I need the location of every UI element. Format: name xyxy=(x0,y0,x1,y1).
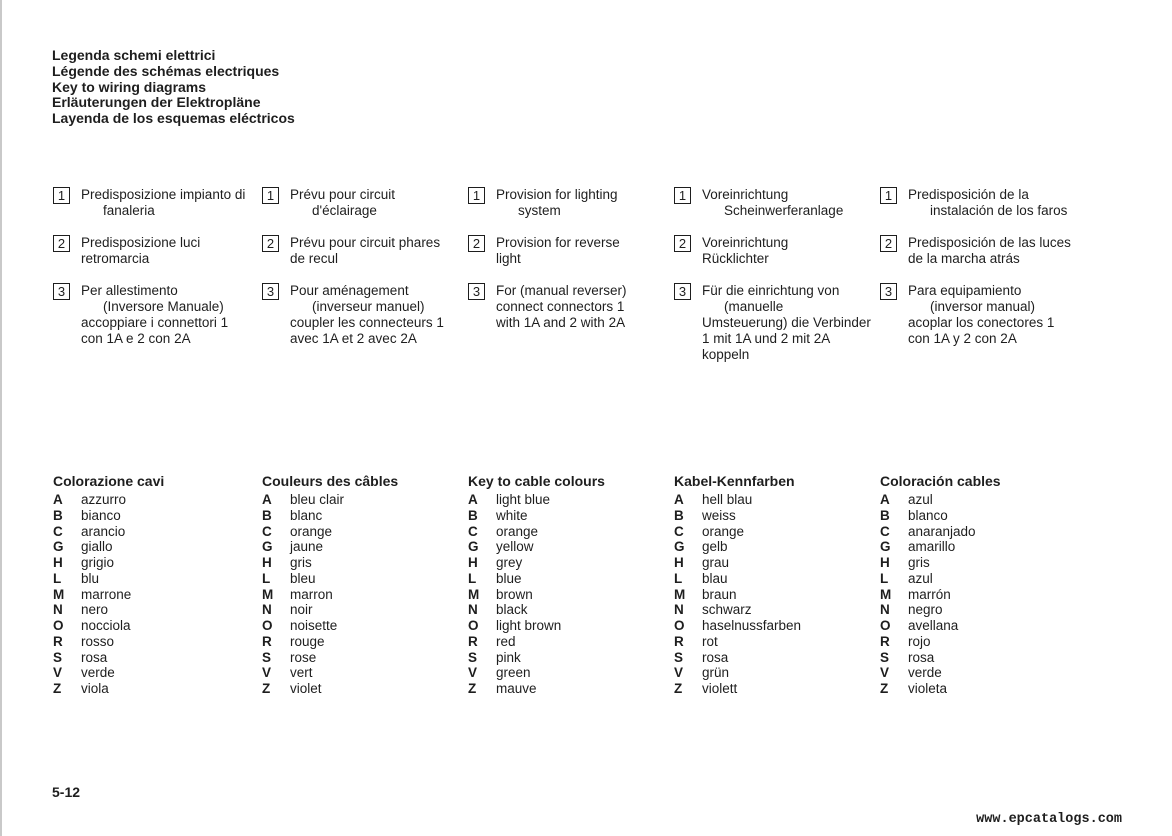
legend-text-line: Per allestimento xyxy=(81,283,178,298)
legend-text-line: retromarcia xyxy=(81,251,150,266)
colour-name: bianco xyxy=(81,507,121,523)
legend-description xyxy=(702,283,872,363)
colour-name: azul xyxy=(908,492,933,507)
title-italian: Legenda schemi elettrici xyxy=(52,47,216,63)
legend-text-line: with 1A and 2 with 2A xyxy=(496,315,626,330)
colour-code: G xyxy=(674,539,685,555)
colour-code: A xyxy=(53,492,63,507)
colour-code: N xyxy=(262,602,272,618)
legend-description xyxy=(81,187,251,219)
colour-name: grigio xyxy=(81,555,115,570)
cable-colour-heading: Coloración cables xyxy=(880,473,1001,489)
cable-colour-row xyxy=(880,602,1080,618)
colour-name: verde xyxy=(81,665,115,681)
cable-colour-row xyxy=(674,650,874,666)
legend-text-line: Provision for lighting xyxy=(496,187,618,202)
colour-code: N xyxy=(880,602,890,618)
colour-name: marron xyxy=(290,586,333,602)
legend-text-line: acoplar los conectores 1 xyxy=(908,315,1055,330)
legend-text-line: Voreinrichtung xyxy=(702,187,789,202)
page-edge xyxy=(0,0,2,836)
legend-description xyxy=(81,283,251,347)
legend-text-line: koppeln xyxy=(702,347,750,362)
colour-name: pink xyxy=(496,649,521,665)
colour-name: amarillo xyxy=(908,539,956,555)
cable-colour-column-french xyxy=(262,473,462,697)
cable-colour-row xyxy=(468,681,668,697)
colour-name: black xyxy=(496,602,528,618)
cable-colour-row xyxy=(262,571,462,587)
colour-code: M xyxy=(262,586,274,602)
cable-colour-row xyxy=(468,602,668,618)
page-number: 5-12 xyxy=(52,784,81,800)
legend-text-line: fanaleria xyxy=(103,203,155,218)
colour-name: blu xyxy=(81,570,100,586)
colour-code: M xyxy=(880,586,892,602)
colour-code: O xyxy=(53,618,64,633)
cable-colour-row xyxy=(468,571,668,587)
cable-colour-row xyxy=(53,508,253,524)
cable-colour-row xyxy=(468,492,668,508)
cable-colour-row xyxy=(880,634,1080,650)
cable-colour-row xyxy=(674,602,874,618)
cable-colour-row xyxy=(880,650,1080,666)
cable-colour-row xyxy=(262,681,462,697)
colour-code: G xyxy=(880,539,891,555)
colour-name: bleu clair xyxy=(290,492,345,507)
cable-colour-row xyxy=(262,650,462,666)
colour-name: negro xyxy=(908,602,943,618)
colour-code: S xyxy=(262,649,272,665)
colour-name: rosa xyxy=(908,649,935,665)
colour-code: L xyxy=(468,570,477,586)
colour-code: R xyxy=(880,633,890,649)
colour-code: M xyxy=(674,586,686,602)
cable-colour-column-italian xyxy=(53,473,253,697)
colour-code: C xyxy=(53,523,63,539)
colour-code: A xyxy=(468,492,478,507)
colour-code: S xyxy=(674,649,684,665)
legend-text-line: Provision for reverse xyxy=(496,235,620,250)
legend-number-box: 3 xyxy=(53,283,70,300)
colour-name: azul xyxy=(908,570,933,586)
cable-colour-row xyxy=(880,681,1080,697)
colour-name: weiss xyxy=(702,507,736,523)
legend-text-line: de recul xyxy=(290,251,339,266)
colour-code: N xyxy=(468,602,478,618)
legend-number-box: 3 xyxy=(468,283,485,300)
colour-name: gris xyxy=(908,555,930,570)
colour-name: avellana xyxy=(908,618,959,633)
cable-colour-row xyxy=(880,492,1080,508)
title-spanish: Layenda de los esquemas eléctricos xyxy=(52,110,295,127)
legend-text-line: instalación de los faros xyxy=(930,203,1068,218)
colour-name: giallo xyxy=(81,539,113,555)
colour-code: B xyxy=(262,507,272,523)
cable-colour-row xyxy=(468,524,668,540)
cable-colour-row xyxy=(468,650,668,666)
cable-colour-row xyxy=(53,539,253,555)
legend-text-line: Predisposizione impianto di xyxy=(81,187,246,202)
legend-text-line: Voreinrichtung xyxy=(702,235,789,250)
colour-name: anaranjado xyxy=(908,523,976,539)
legend-text-line: Für die einrichtung von xyxy=(702,283,840,298)
colour-code: Z xyxy=(880,681,889,696)
colour-name: arancio xyxy=(81,523,126,539)
cable-colour-row xyxy=(468,508,668,524)
colour-name: azzurro xyxy=(81,492,127,507)
colour-name: noisette xyxy=(290,618,338,633)
colour-name: orange xyxy=(496,523,539,539)
colour-code: L xyxy=(880,570,889,586)
colour-code: M xyxy=(468,586,480,602)
cable-colour-row xyxy=(468,587,668,603)
cable-colour-row xyxy=(53,587,253,603)
colour-name: violeta xyxy=(908,681,948,696)
cable-colour-row xyxy=(262,602,462,618)
colour-code: G xyxy=(468,539,479,555)
colour-code: L xyxy=(262,570,271,586)
colour-code: O xyxy=(468,618,479,633)
colour-name: blanco xyxy=(908,507,948,523)
colour-code: O xyxy=(880,618,891,633)
legend-text-line: Para equipamiento xyxy=(908,283,1022,298)
legend-text-line: con 1A e 2 con 2A xyxy=(81,331,191,346)
title-german: Erläuterungen der Elektropläne xyxy=(52,94,261,111)
colour-code: Z xyxy=(468,681,477,696)
cable-colour-row xyxy=(262,539,462,555)
legend-text-line: accoppiare i connettori 1 xyxy=(81,315,229,330)
legend-number-box: 2 xyxy=(674,235,691,252)
cable-colour-row xyxy=(262,587,462,603)
cable-colour-column-english xyxy=(468,473,668,697)
cable-colour-row xyxy=(674,681,874,697)
cable-colour-row xyxy=(53,571,253,587)
colour-code: C xyxy=(262,523,272,539)
legend-text-line: system xyxy=(518,203,561,218)
colour-code: V xyxy=(262,665,272,681)
cable-colour-row xyxy=(880,571,1080,587)
colour-name: noir xyxy=(290,602,313,618)
colour-code: V xyxy=(880,665,890,681)
colour-name: blue xyxy=(496,570,522,586)
colour-code: Z xyxy=(674,681,683,696)
colour-code: A xyxy=(262,492,272,507)
cable-colour-row xyxy=(53,665,253,681)
legend-text-line: con 1A y 2 con 2A xyxy=(908,331,1017,346)
colour-code: H xyxy=(674,555,684,570)
cable-colour-heading: Colorazione cavi xyxy=(53,473,165,489)
legend-text-line: Predisposición de las luces xyxy=(908,235,1071,250)
title-block xyxy=(52,48,295,127)
cable-colour-heading: Key to cable colours xyxy=(468,473,605,489)
colour-code: G xyxy=(53,539,64,555)
cable-colour-column-spanish xyxy=(880,473,1080,697)
cable-colour-row xyxy=(674,539,874,555)
legend-text-line: light xyxy=(496,251,521,266)
colour-code: M xyxy=(53,586,65,602)
cable-colour-row xyxy=(262,618,462,634)
colour-name: violet xyxy=(290,681,322,696)
cable-colour-row xyxy=(880,524,1080,540)
watermark: www.epcatalogs.com xyxy=(976,812,1122,827)
colour-code: H xyxy=(53,555,63,570)
legend-text-line: (Inversore Manuale) xyxy=(103,299,224,314)
colour-code: S xyxy=(53,649,63,665)
cable-colour-row xyxy=(53,524,253,540)
cable-colour-heading: Kabel-Kennfarben xyxy=(674,473,795,489)
legend-number-box: 3 xyxy=(262,283,279,300)
colour-name: green xyxy=(496,665,531,681)
colour-code: R xyxy=(53,633,63,649)
legend-text-line: Scheinwerferanlage xyxy=(724,203,844,218)
legend-description xyxy=(496,187,666,219)
colour-code: L xyxy=(53,570,62,586)
cable-colour-row xyxy=(880,508,1080,524)
colour-code: S xyxy=(880,649,890,665)
colour-name: hell blau xyxy=(702,492,753,507)
colour-name: marrone xyxy=(81,586,132,602)
colour-code: N xyxy=(674,602,684,618)
legend-text-line: de la marcha atrás xyxy=(908,251,1020,266)
cable-colour-row xyxy=(880,555,1080,571)
cable-colour-row xyxy=(880,539,1080,555)
legend-description xyxy=(290,235,460,267)
cable-colour-row xyxy=(880,665,1080,681)
colour-name: marrón xyxy=(908,586,951,602)
colour-name: haselnussfarben xyxy=(702,618,802,633)
legend-number-box: 2 xyxy=(880,235,897,252)
cable-colour-row xyxy=(262,524,462,540)
legend-text-line: (inversor manual) xyxy=(930,299,1036,314)
colour-name: gris xyxy=(290,555,312,570)
cable-colour-row xyxy=(468,665,668,681)
cable-colour-row xyxy=(468,555,668,571)
colour-name: rosso xyxy=(81,633,115,649)
cable-colour-column-german xyxy=(674,473,874,697)
colour-code: V xyxy=(468,665,478,681)
legend-number-box: 2 xyxy=(53,235,70,252)
colour-code: L xyxy=(674,570,683,586)
colour-code: B xyxy=(468,507,478,523)
cable-colour-row xyxy=(468,634,668,650)
legend-description xyxy=(702,235,872,267)
cable-colour-row xyxy=(262,508,462,524)
legend-text-line: Prévu pour circuit phares xyxy=(290,235,441,250)
cable-colour-row xyxy=(53,650,253,666)
cable-colour-row xyxy=(262,665,462,681)
legend-text-line: Rücklichter xyxy=(702,251,769,266)
cable-colour-row xyxy=(674,524,874,540)
title-english: Key to wiring diagrams xyxy=(52,78,207,95)
legend-number-box: 3 xyxy=(880,283,897,300)
legend-number-box: 1 xyxy=(674,187,691,204)
colour-name: rosa xyxy=(81,649,108,665)
colour-name: violett xyxy=(702,681,738,696)
legend-text-line: connect connectors 1 xyxy=(496,299,625,314)
colour-code: B xyxy=(880,507,890,523)
legend-description xyxy=(496,235,666,267)
colour-name: light blue xyxy=(496,492,551,507)
colour-code: H xyxy=(880,555,890,570)
colour-name: grün xyxy=(702,665,730,681)
colour-code: A xyxy=(880,492,890,507)
cable-colour-row xyxy=(262,555,462,571)
colour-name: vert xyxy=(290,665,313,681)
colour-code: A xyxy=(674,492,684,507)
colour-code: G xyxy=(262,539,273,555)
legend-description xyxy=(908,283,1078,347)
colour-code: R xyxy=(262,633,272,649)
legend-text-line: coupler les connecteurs 1 xyxy=(290,315,444,330)
colour-code: B xyxy=(53,507,63,523)
cable-colour-row xyxy=(674,634,874,650)
cable-colour-row xyxy=(674,571,874,587)
colour-name: yellow xyxy=(496,539,534,555)
legend-text-line: Pour aménagement xyxy=(290,283,409,298)
legend-number-box: 3 xyxy=(674,283,691,300)
legend-number-box: 1 xyxy=(53,187,70,204)
legend-number-box: 2 xyxy=(262,235,279,252)
colour-code: C xyxy=(468,523,478,539)
colour-name: rojo xyxy=(908,633,931,649)
colour-name: light brown xyxy=(496,618,562,633)
colour-code: S xyxy=(468,649,478,665)
legend-description xyxy=(290,283,460,347)
colour-name: mauve xyxy=(496,681,537,696)
colour-code: O xyxy=(262,618,273,633)
colour-code: H xyxy=(468,555,478,570)
cable-colour-row xyxy=(468,539,668,555)
cable-colour-row xyxy=(53,681,253,697)
colour-code: C xyxy=(880,523,890,539)
title-french: Légende des schémas electriques xyxy=(52,62,280,79)
cable-colour-row xyxy=(674,665,874,681)
colour-code: H xyxy=(262,555,272,570)
colour-name: rose xyxy=(290,649,317,665)
colour-name: grey xyxy=(496,555,523,570)
colour-code: Z xyxy=(262,681,271,696)
legend-description xyxy=(908,187,1078,219)
colour-name: orange xyxy=(290,523,333,539)
colour-name: bleu xyxy=(290,570,316,586)
cable-colour-row xyxy=(53,555,253,571)
cable-colour-row xyxy=(674,492,874,508)
colour-name: viola xyxy=(81,681,109,696)
colour-code: B xyxy=(674,507,684,523)
colour-code: R xyxy=(674,633,684,649)
colour-code: N xyxy=(53,602,63,618)
cable-colour-row xyxy=(53,618,253,634)
cable-colour-row xyxy=(262,634,462,650)
cable-colour-row xyxy=(53,634,253,650)
colour-name: brown xyxy=(496,586,533,602)
colour-name: grau xyxy=(702,555,730,570)
colour-code: R xyxy=(468,633,478,649)
cable-colour-row xyxy=(674,587,874,603)
colour-name: schwarz xyxy=(702,602,752,618)
cable-colour-row xyxy=(53,602,253,618)
legend-text-line: d'éclairage xyxy=(312,203,377,218)
legend-description xyxy=(81,235,251,267)
legend-text-line: 1 mit 1A und 2 mit 2A xyxy=(702,331,831,346)
cable-colour-row xyxy=(674,618,874,634)
colour-name: verde xyxy=(908,665,942,681)
cable-colour-row xyxy=(53,492,253,508)
colour-name: rouge xyxy=(290,633,325,649)
cable-colour-row xyxy=(468,618,668,634)
legend-text-line: Prévu pour circuit xyxy=(290,187,396,202)
colour-code: V xyxy=(674,665,684,681)
colour-name: nocciola xyxy=(81,618,131,633)
cable-colour-row xyxy=(674,555,874,571)
legend-text-line: (inverseur manuel) xyxy=(312,299,425,314)
cable-colour-row xyxy=(880,618,1080,634)
legend-text-line: Predisposición de la xyxy=(908,187,1029,202)
colour-code: C xyxy=(674,523,684,539)
colour-name: jaune xyxy=(290,539,324,555)
colour-name: white xyxy=(496,507,528,523)
cable-colour-row xyxy=(880,587,1080,603)
colour-name: nero xyxy=(81,602,109,618)
colour-name: rot xyxy=(702,633,718,649)
legend-description xyxy=(908,235,1078,267)
legend-number-box: 1 xyxy=(262,187,279,204)
legend-text-line: Predisposizione luci xyxy=(81,235,201,250)
colour-name: gelb xyxy=(702,539,728,555)
colour-code: V xyxy=(53,665,63,681)
legend-description xyxy=(496,283,666,331)
colour-name: red xyxy=(496,633,516,649)
colour-name: orange xyxy=(702,523,745,539)
legend-text-line: avec 1A et 2 avec 2A xyxy=(290,331,417,346)
legend-description xyxy=(290,187,460,219)
colour-name: braun xyxy=(702,586,737,602)
colour-code: O xyxy=(674,618,685,633)
colour-name: blanc xyxy=(290,507,323,523)
legend-text-line: For (manual reverser) xyxy=(496,283,627,298)
legend-description xyxy=(702,187,872,219)
cable-colour-heading: Couleurs des câbles xyxy=(262,473,399,489)
legend-number-box: 1 xyxy=(880,187,897,204)
colour-name: blau xyxy=(702,570,728,586)
cable-colour-row xyxy=(262,492,462,508)
legend-text-line: Umsteuerung) die Verbinder xyxy=(702,315,871,330)
cable-colour-row xyxy=(674,508,874,524)
colour-name: rosa xyxy=(702,649,729,665)
legend-text-line: (manuelle xyxy=(724,299,784,314)
legend-number-box: 1 xyxy=(468,187,485,204)
legend-number-box: 2 xyxy=(468,235,485,252)
colour-code: Z xyxy=(53,681,62,696)
